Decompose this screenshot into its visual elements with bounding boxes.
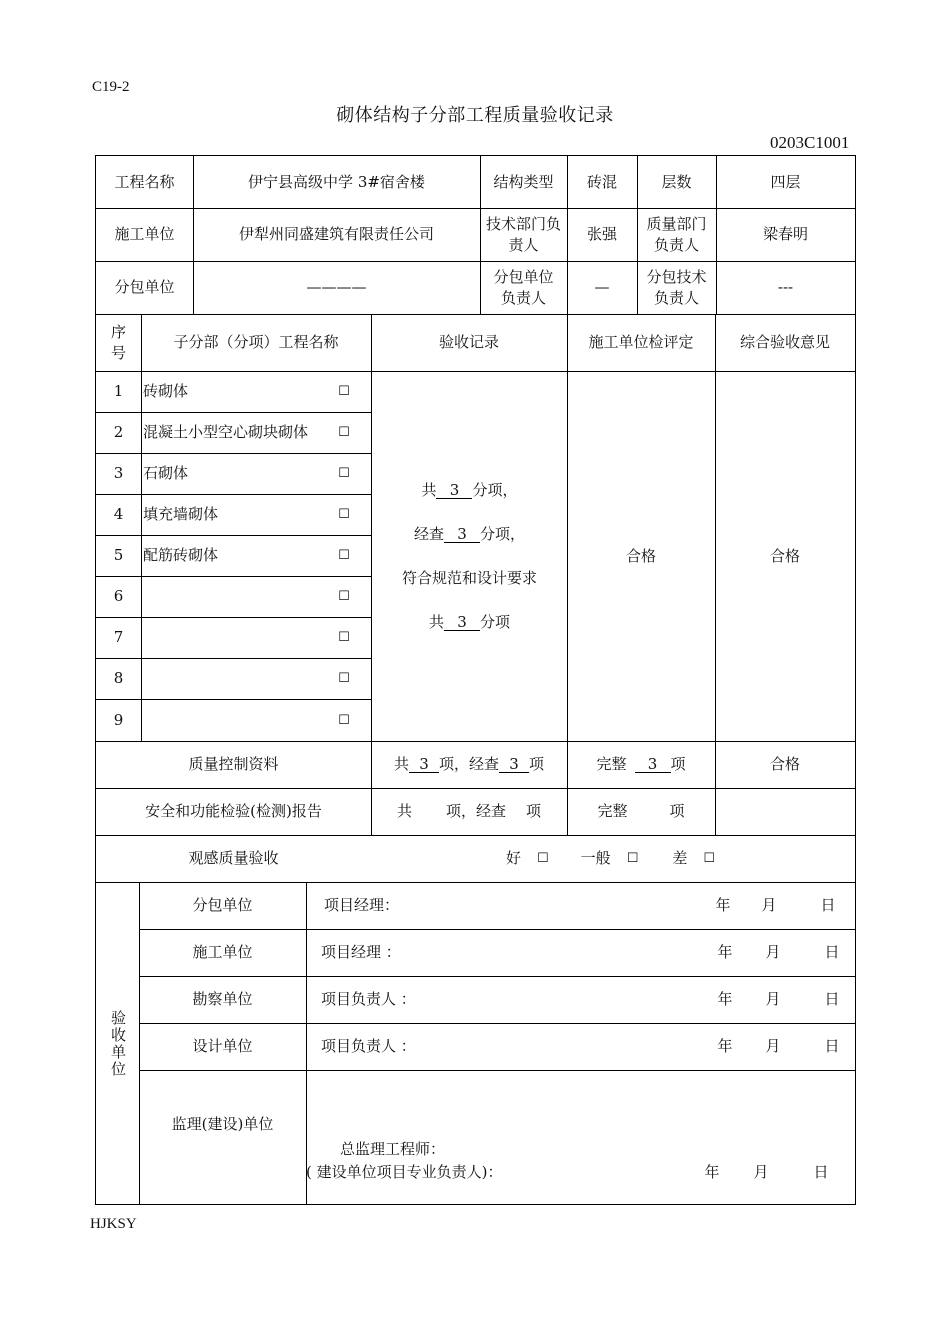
record-line-4: 共 3 分项 [428, 613, 510, 631]
date-year: 年 [717, 943, 733, 961]
quality-head-label-line2: 负责人 [653, 235, 699, 254]
safety-label: 安全和功能检验(检测)报告 [145, 802, 322, 820]
tech-head: 张强 [586, 225, 617, 243]
item-checkbox[interactable]: ☐ [338, 466, 350, 481]
record-line-3: 符合规范和设计要求 [401, 569, 537, 587]
unit-role: 项目经理 ： [321, 943, 401, 961]
document-number: 0203C1001 [770, 133, 850, 152]
sub-tech-label-line1: 分包技术 [646, 267, 707, 286]
opinion-result: 合格 [769, 546, 800, 565]
unit-name: 施工单位 [192, 943, 253, 961]
date-month: 月 [765, 990, 781, 1008]
record-line-2: 经查 3 分项， [413, 525, 525, 543]
qc-opinion: 合格 [769, 755, 800, 773]
qc-label: 质量控制资料 [188, 755, 279, 773]
record-header: 验收记录 [438, 333, 499, 351]
item-name [143, 576, 333, 617]
opinion-header: 综合验收意见 [739, 333, 830, 351]
item-checkbox[interactable]: ☐ [338, 589, 350, 604]
item-checkbox[interactable]: ☐ [338, 712, 350, 728]
self-eval-result: 合格 [625, 546, 656, 565]
unit-role: 项目经理： [324, 896, 400, 914]
seq-header-line1: 序 [110, 322, 126, 341]
self-eval-header: 施工单位检评定 [588, 333, 694, 351]
safety-record: 共 项，经查 项 [396, 802, 542, 820]
unit-role: 项目负责人 ： [321, 990, 416, 1008]
floors-label: 层数 [661, 172, 692, 191]
subcontractor: ———— [306, 278, 367, 296]
supervisor-role: 总监理工程师： [340, 1139, 446, 1158]
quality-head-label-line1: 质量部门 [646, 214, 707, 233]
item-name: 填充墙砌体 [143, 505, 219, 523]
floors: 四层 [770, 172, 801, 191]
project-name-label: 工程名称 [114, 172, 175, 191]
item-checkbox[interactable]: ☐ [338, 425, 350, 440]
item-name: 配筋砖砌体 [143, 546, 219, 564]
item-checkbox[interactable]: ☐ [338, 630, 350, 645]
good-checkbox[interactable]: ☐ [537, 851, 549, 866]
qc-record: 共 3 项，经查 3 项 [393, 755, 545, 773]
form-code: C19-2 [92, 79, 130, 95]
date-day: 日 [824, 990, 840, 1008]
item-checkbox[interactable]: ☐ [338, 384, 350, 399]
item-checkbox[interactable]: ☐ [338, 548, 350, 563]
option-normal: 一般 [580, 849, 611, 867]
sub-head-label-line2: 负责人 [500, 288, 546, 307]
unit-name: 设计单位 [192, 1037, 253, 1055]
seq-header [96, 314, 141, 371]
acceptance-table [95, 155, 856, 1205]
item-name: 混凝土小型空心砌块砌体 [143, 423, 309, 441]
item-number: 2 [113, 423, 124, 441]
item-checkbox[interactable]: ☐ [338, 671, 350, 686]
date-day: 日 [824, 1037, 840, 1055]
sub-head: — [594, 278, 610, 296]
date-year: 年 [704, 1162, 720, 1181]
item-number: 7 [113, 628, 124, 646]
tech-head-label-line2: 责人 [508, 235, 539, 254]
date-year: 年 [717, 990, 733, 1008]
item-checkbox[interactable]: ☐ [338, 507, 350, 522]
supervisor-unit: 监理(建设)单位 [171, 1115, 274, 1133]
unit-name: 分包单位 [192, 896, 253, 914]
safety-complete: 完整 项 [597, 802, 685, 820]
quality-head: 梁春明 [762, 225, 808, 243]
date-month: 月 [765, 1037, 781, 1055]
item-name: 砖砌体 [143, 382, 189, 400]
qc-complete: 完整 3 项 [596, 755, 686, 773]
poor-checkbox[interactable]: ☐ [703, 851, 716, 866]
date-year: 年 [717, 1037, 733, 1055]
record-line-1: 共 3 分项， [421, 481, 518, 499]
date-year: 年 [715, 896, 731, 914]
item-number: 8 [113, 669, 124, 687]
contractor-label: 施工单位 [114, 225, 175, 243]
item-name [143, 699, 333, 741]
acceptance-record [372, 371, 567, 741]
sub-tech: --- [777, 278, 794, 296]
acceptance-side-label: 验收单位 [109, 1009, 127, 1078]
unit-role: 项目负责人 ： [321, 1037, 416, 1055]
date-month: 月 [761, 896, 777, 914]
item-name-header: 子分部（分项）工程名称 [173, 333, 339, 351]
subcontractor-label: 分包单位 [114, 278, 175, 296]
page-title: 砌体结构子分部工程质量验收记录 [336, 105, 614, 126]
unit-name: 勘察单位 [192, 990, 253, 1008]
sub-tech-label [637, 261, 716, 314]
date-day: 日 [820, 896, 836, 914]
owner-role: ( 建设单位项目专业负责人)： [306, 1162, 503, 1181]
project-name: 伊宁县高级中学 3#宿舍楼 [248, 172, 425, 191]
sub-head-label-line1: 分包单位 [493, 267, 554, 286]
date-month: 月 [753, 1162, 769, 1181]
col-divider [306, 882, 307, 1205]
date-month: 月 [765, 943, 781, 961]
item-number: 3 [113, 464, 124, 482]
safety-opinion [715, 788, 855, 835]
footer-code: HJKSY [90, 1216, 137, 1232]
item-number: 6 [113, 587, 124, 605]
normal-checkbox[interactable]: ☐ [626, 851, 639, 866]
appearance-options [506, 835, 806, 882]
quality-head-label [637, 208, 716, 261]
item-name [143, 617, 333, 658]
tech-head-label [480, 208, 567, 261]
option-poor: 差 [672, 849, 688, 867]
date-day: 日 [813, 1162, 829, 1181]
col-divider [141, 314, 142, 741]
tech-head-label-line1: 技术部门负 [485, 214, 561, 233]
item-number: 5 [113, 546, 124, 564]
appearance-label: 观感质量验收 [188, 849, 279, 867]
item-number: 9 [113, 710, 124, 729]
seq-header-line2: 号 [110, 343, 126, 362]
item-number: 4 [113, 505, 124, 523]
date-day: 日 [824, 943, 840, 961]
item-number: 1 [113, 382, 124, 400]
structure-type: 砖混 [586, 172, 617, 191]
item-name [143, 658, 333, 699]
sub-tech-label-line2: 负责人 [653, 288, 699, 307]
structure-type-label: 结构类型 [493, 172, 554, 191]
contractor: 伊犁州同盛建筑有限责任公司 [238, 225, 434, 243]
option-good: 好 [506, 849, 522, 867]
item-name: 石砌体 [143, 464, 189, 482]
sub-head-label [480, 261, 567, 314]
